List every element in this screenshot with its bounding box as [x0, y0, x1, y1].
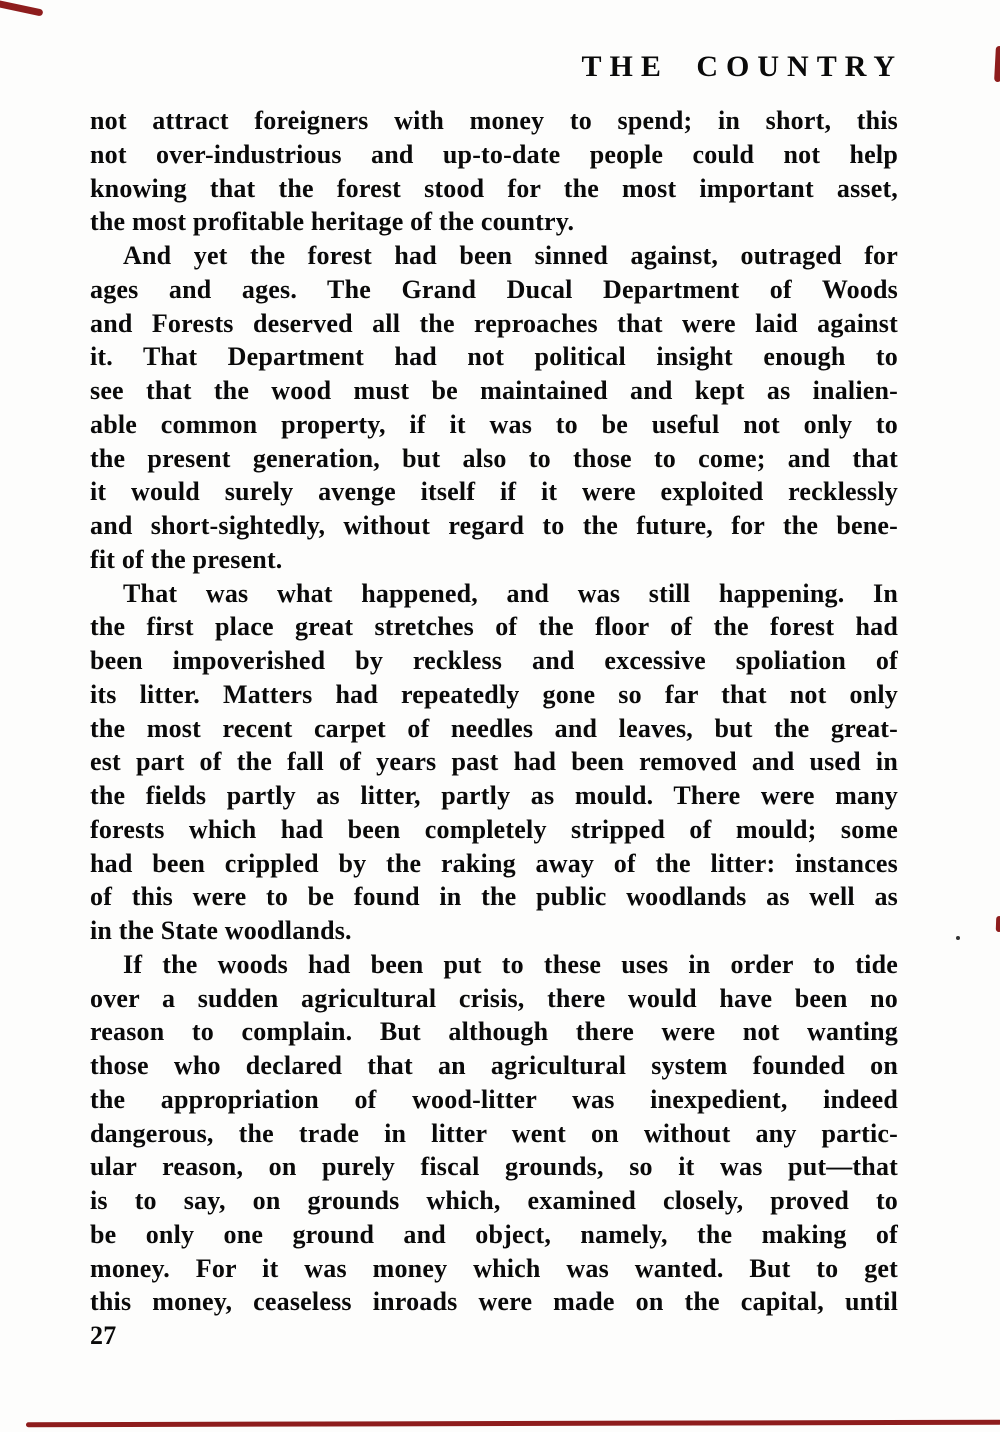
text-line: money. For it was money which was wanted. But to get — [90, 1253, 898, 1283]
text-line: it. That Department had not political insight enough to — [90, 342, 898, 372]
text-line: the present generation, but also to those to come; and that — [90, 443, 898, 473]
text-line: is to say, on grounds which, examined closely, proved to — [90, 1186, 898, 1215]
text-line: ular reason, on purely fiscal grounds, so it was put—that — [90, 1152, 898, 1182]
text-line: knowing that the forest stood for the most important asset, — [90, 173, 898, 203]
text-line: its litter. Matters had repeatedly gone so far that not only — [90, 679, 898, 709]
text-line: And yet the forest had been sinned against, outraged for — [123, 241, 898, 270]
text-line: this money, ceaseless inroads were made on the capital, until — [90, 1287, 898, 1317]
text-column — [90, 104, 898, 1353]
text-line: the fields partly as litter, partly as mould. There were many — [90, 781, 898, 810]
paragraph — [90, 104, 898, 239]
scan-mark-bottom-line-icon — [26, 1420, 1000, 1428]
text-line: it would surely avenge itself if it were exploited recklessly — [90, 477, 898, 507]
text-line: been impoverished by reckless and excessive spoliation of — [90, 646, 898, 675]
text-line: able common property, if it was to be useful not only to — [90, 409, 898, 439]
paragraph — [90, 577, 898, 948]
page-number: 27 — [90, 1321, 117, 1350]
text-line: ages and ages. The Grand Ducal Department of Woods — [90, 274, 898, 304]
text-line: the first place great stretches of the floor of the forest had — [90, 612, 898, 642]
text-line: those who declared that an agricultural system founded on — [90, 1051, 898, 1080]
text-line: the most profitable heritage of the country. — [90, 207, 575, 237]
text-line: the most recent carpet of needles and leaves, but the great- — [90, 713, 898, 743]
paragraph — [90, 948, 898, 1319]
text-line: the appropriation of wood-litter was inexpedient, indeed — [90, 1084, 898, 1114]
text-line: over a sudden agricultural crisis, there would have been no — [90, 983, 898, 1013]
text-line: That was what happened, and was still happening. In — [123, 578, 898, 608]
text-line: in the State woodlands. — [90, 916, 352, 945]
text-line: forests which had been completely stripped of mould; some — [90, 814, 898, 844]
scan-mark-right-top-icon — [994, 46, 1000, 82]
paragraph — [90, 239, 898, 577]
ink-speck-icon — [956, 936, 960, 940]
text-line: reason to complain. But although there were not wanting — [90, 1017, 898, 1047]
text-line: and short-sightedly, without regard to the future, for the bene- — [90, 511, 898, 540]
text-line: and Forests deserved all the reproaches that were laid against — [90, 308, 898, 338]
running-head: THE COUNTRY — [581, 50, 903, 83]
text-line: not attract foreigners with money to spend; in short, this — [90, 106, 898, 135]
scan-mark-top-left-icon — [0, 0, 44, 17]
scan-mark-right-middle-icon — [996, 916, 1000, 932]
body-paragraphs — [90, 104, 898, 1319]
text-line: not over-industrious and up-to-date people could not help — [90, 139, 898, 169]
text-line: est part of the fall of years past had been removed and used in — [90, 747, 898, 777]
text-line: be only one ground and object, namely, the making of — [90, 1219, 898, 1249]
text-line: see that the wood must be maintained and kept as inalien- — [90, 376, 898, 405]
text-line: had been crippled by the raking away of the litter: instances — [90, 848, 898, 878]
text-line: fit of the present. — [90, 544, 283, 574]
text-line: dangerous, the trade in litter went on without any partic- — [90, 1118, 898, 1148]
text-line: of this were to be found in the public woodlands as well as — [90, 882, 898, 912]
text-line: If the woods had been put to these uses in order to tide — [123, 949, 898, 979]
